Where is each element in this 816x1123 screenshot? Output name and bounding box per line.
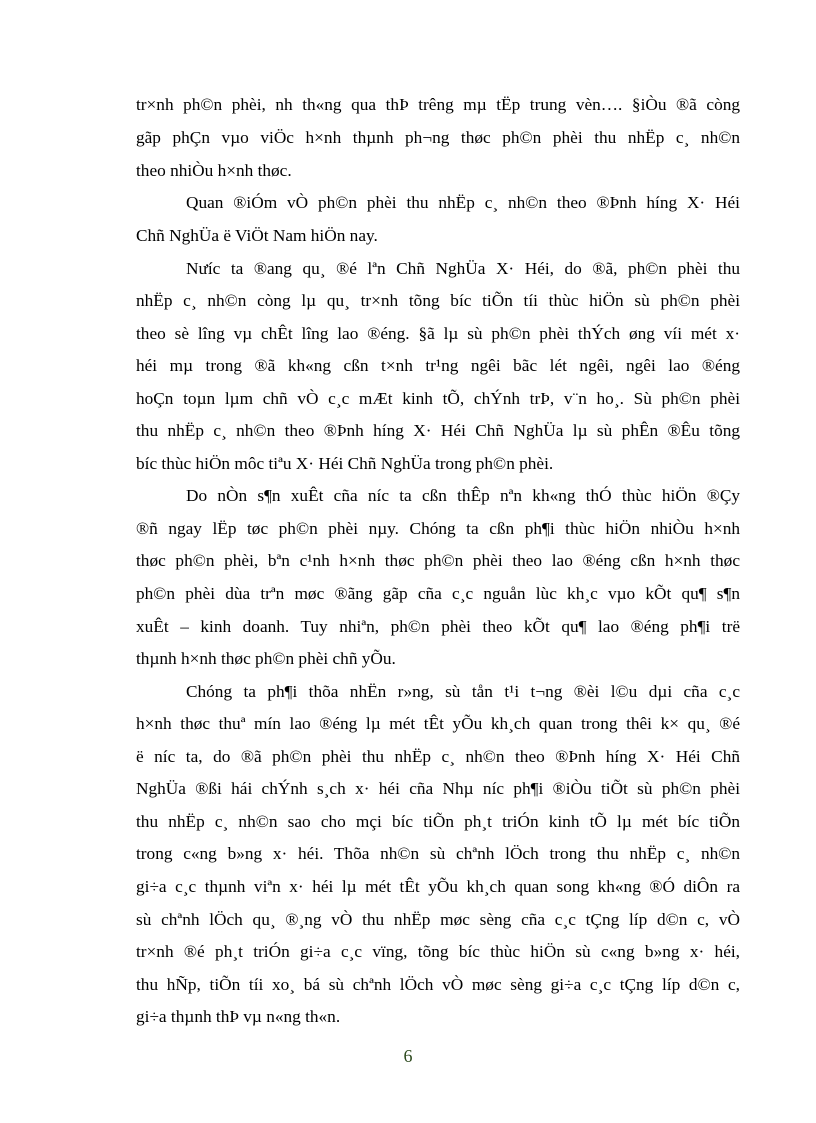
text-line: héi mµ trong ®ã kh«ng cßn t×nh tr¹ng ngêi bãc lét ngêi, ngêi lao ®éng bbox=[136, 356, 740, 375]
text-line: bíc thùc hiÖn môc tiªu X· Héi Chñ NghÜa trong ph©n phèi. bbox=[136, 454, 554, 473]
text-line: hoÇn toµn lµm chñ vÒ c¸c mÆt kinh tÕ, chÝnh trÞ, v¨n ho¸. Sù ph©n phèi bbox=[136, 389, 740, 408]
text-line: thu nhËp c¸ nh©n theo ®Þnh híng X· Héi Chñ NghÜa lµ sù phÊn ®Êu tõng bbox=[136, 421, 740, 440]
text-line: Chóng ta ph¶i thõa nhËn r»ng, sù tån t¹i t¬ng ®èi l©u dµi cña c¸c bbox=[186, 682, 740, 701]
text-line: theo nhiÒu h×nh thøc. bbox=[136, 161, 292, 180]
text-line: Quan ®iÓm vÒ ph©n phèi thu nhËp c¸ nh©n theo ®Þnh híng X· Héi bbox=[186, 193, 740, 212]
text-line: theo sè lîng vµ chÊt lîng lao ®éng. §ã lµ sù ph©n phèi thÝch øng víi mét x· bbox=[136, 324, 740, 343]
text-line: thu hÑp, tiÕn tíi xo¸ bá sù chªnh lÖch vÒ møc sèng gi÷a c¸c tÇng líp d©n c, bbox=[136, 975, 740, 994]
text-line: Nưíc ta ®ang qu¸ ®é lªn Chñ NghÜa X· Héi, do ®ã, ph©n phèi thu bbox=[186, 259, 740, 278]
text-line: gi÷a thµnh thÞ vµ n«ng th«n. bbox=[136, 1007, 341, 1026]
text-line: gi÷a c¸c thµnh viªn x· héi lµ mét tÊt yÕu kh¸ch quan song kh«ng ®Ó diÔn ra bbox=[136, 877, 740, 896]
text-line: trong c«ng b»ng x· héi. Thõa nh©n sù chªnh lÖch trong thu nhËp c¸ nh©n bbox=[136, 844, 740, 863]
text-line: thu nhËp c¸ nh©n sao cho mçi bíc tiÕn ph¸t triÓn kinh tÕ lµ mét bíc tiÕn bbox=[136, 812, 740, 831]
text-line: ë níc ta, do ®ã ph©n phèi thu nhËp c¸ nh©n theo ®Þnh híng X· Héi Chñ bbox=[136, 747, 740, 766]
text-line: thøc ph©n phèi, bªn c¹nh h×nh thøc ph©n phèi theo lao ®éng cßn h×nh thøc bbox=[136, 551, 740, 570]
text-line: sù chªnh lÖch qu¸ ®¸ng vÒ thu nhËp møc sèng cña c¸c tÇng líp d©n c, vÒ bbox=[136, 910, 740, 929]
text-line: h×nh thøc thuª mín lao ®éng lµ mét tÊt yÕu kh¸ch quan trong thêi k× qu¸ ®é bbox=[136, 714, 740, 733]
text-line: nhËp c¸ nh©n còng lµ qu¸ tr×nh tõng bíc tiÕn tíi thùc hiÖn sù ph©n phèi bbox=[136, 291, 740, 310]
text-line: tr×nh ph©n phèi, nh th«ng qua thÞ trêng mµ tËp trung vèn…. §iÒu ®ã còng bbox=[136, 95, 740, 114]
text-line: ®ñ ngay lËp tøc ph©n phèi nµy. Chóng ta cßn ph¶i thùc hiÖn nhiÒu h×nh bbox=[136, 519, 740, 538]
text-line: NghÜa ®ßi hái chÝnh s¸ch x· héi cña Nhµ níc ph¶i ®iÒu tiÕt sù ph©n phèi bbox=[136, 779, 740, 798]
text-line: tr×nh ®é ph¸t triÓn gi÷a c¸c vïng, tõng bíc thùc hiÖn sù c«ng b»ng x· héi, bbox=[136, 942, 740, 961]
text-line: xuÊt – kinh doanh. Tuy nhiªn, ph©n phèi theo kÕt qu¶ lao ®éng ph¶i trë bbox=[136, 617, 740, 636]
text-line: ph©n phèi dùa trªn møc ®ãng gãp cña c¸c nguån lùc kh¸c vµo kÕt qu¶ s¶n bbox=[136, 584, 740, 603]
text-line: Do nÒn s¶n xuÊt cña níc ta cßn thÊp nªn kh«ng thÓ thùc hiÖn ®Çy bbox=[186, 486, 740, 505]
text-line: Chñ NghÜa ë ViÖt Nam hiÖn nay. bbox=[136, 226, 378, 245]
text-line: thµnh h×nh thøc ph©n phèi chñ yÕu. bbox=[136, 649, 396, 668]
text-line: gãp phÇn vµo viÖc h×nh thµnh ph¬ng thøc ph©n phèi thu nhËp c¸ nh©n bbox=[136, 128, 740, 147]
page-number: 6 bbox=[403, 1046, 413, 1066]
